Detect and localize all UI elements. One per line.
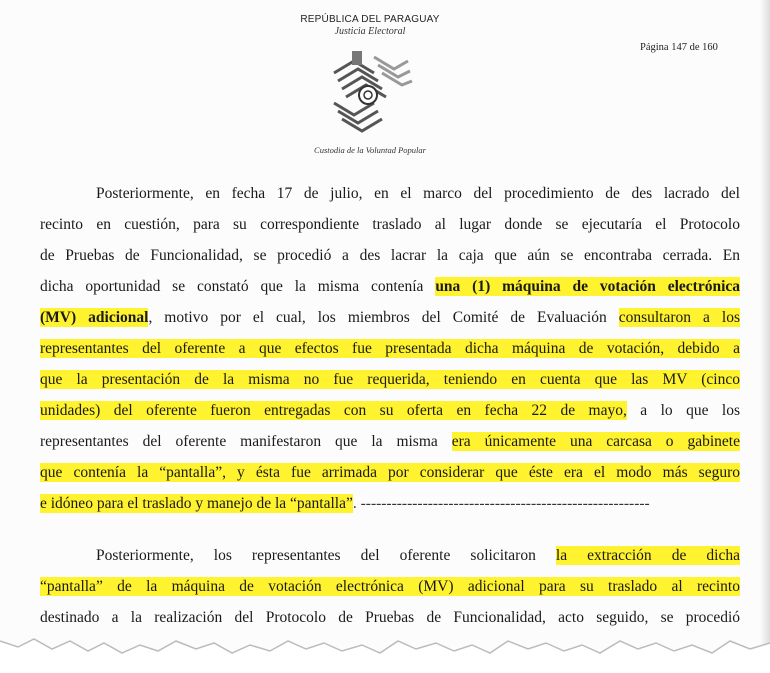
p1-line-8-text: a lo que los	[626, 402, 741, 419]
p2-line-1	[40, 540, 740, 571]
p1-line-5	[40, 302, 740, 333]
highlight-line-8: unidades) del oferente fueron entregadas con su oferta en fecha 22 de mayo,	[40, 402, 627, 419]
page-number: Página 147 de 160	[640, 42, 718, 53]
country-name: REPÚBLICA DEL PARAGUAY	[300, 14, 440, 25]
torn-paper-edge	[0, 627, 770, 673]
p1-line-9-text: representantes del oferente manifestaron que la misma	[40, 433, 452, 450]
p2-line-3: destinado a la realización del Protocolo de Pruebas de Funcionalidad, acto seguido, se procedió	[40, 609, 740, 626]
p1-line-4-text: dicha oportunidad se constató que la misma contenía	[40, 278, 436, 295]
page-shadow	[760, 0, 770, 673]
highlight-consultaron: consultaron a los	[618, 309, 740, 326]
highlight-carcasa: era únicamente una carcasa o gabinete	[451, 433, 740, 450]
p1-line-5-text: , motivo por el cual, los miembros del Comité de Evaluación	[148, 309, 619, 326]
highlight-pantalla: “pantalla” de la máquina de votación electrónica (MV) adicional para su traslado al recinto	[40, 578, 740, 595]
p1-line-7	[40, 364, 740, 395]
highlight-mv-adicional: una (1) máquina de votación electrónica	[435, 278, 741, 295]
p1-line-1: Posteriormente, en fecha 17 de julio, en el marco del procedimiento de des lacrado del	[96, 185, 740, 202]
highlight-line-6: representantes del oferente a que efectos fue presentada dicha máquina de votación, debido a	[40, 340, 740, 357]
p1-line-10	[40, 457, 740, 488]
p1-line-6	[40, 333, 740, 364]
p1-line-3: de Pruebas de Funcionalidad, se procedió a des lacrar la caja que aún se encontraba cerrada. En	[40, 247, 740, 264]
p1-line-2: recinto en cuestión, para su correspondiente traslado al lugar donde se ejecutaría el Protocolo	[40, 216, 740, 233]
dash-filler: . --------------------------------------------------------	[352, 495, 650, 512]
justicia-electoral-logo-icon	[324, 43, 416, 143]
p1-line-4	[40, 271, 740, 302]
p1-line-9	[40, 426, 740, 457]
p1-line-8	[40, 395, 740, 426]
highlight-extraccion: la extracción de dicha	[555, 547, 740, 564]
highlight-line-7: que la presentación de la misma no fue requerida, teniendo en cuenta que las MV (cinco	[40, 371, 740, 388]
p2-line-1-text: Posteriormente, los representantes del oferente solicitaron	[96, 547, 556, 564]
highlight-mv-adicional-cont: (MV) adicional	[40, 309, 149, 326]
letterhead	[270, 14, 470, 155]
highlight-line-11: e idóneo para el traslado y manejo de la “pantalla”	[40, 495, 353, 512]
p1-line-11	[40, 488, 740, 519]
p2-line-2	[40, 571, 740, 602]
organization-name: Justicia Electoral	[334, 26, 406, 37]
highlight-line-10: que contenía la “pantalla”, y ésta fue arrimada por considerar que éste era el modo más seguro	[40, 464, 740, 481]
motto: Custodia de la Voluntad Popular	[314, 145, 426, 155]
